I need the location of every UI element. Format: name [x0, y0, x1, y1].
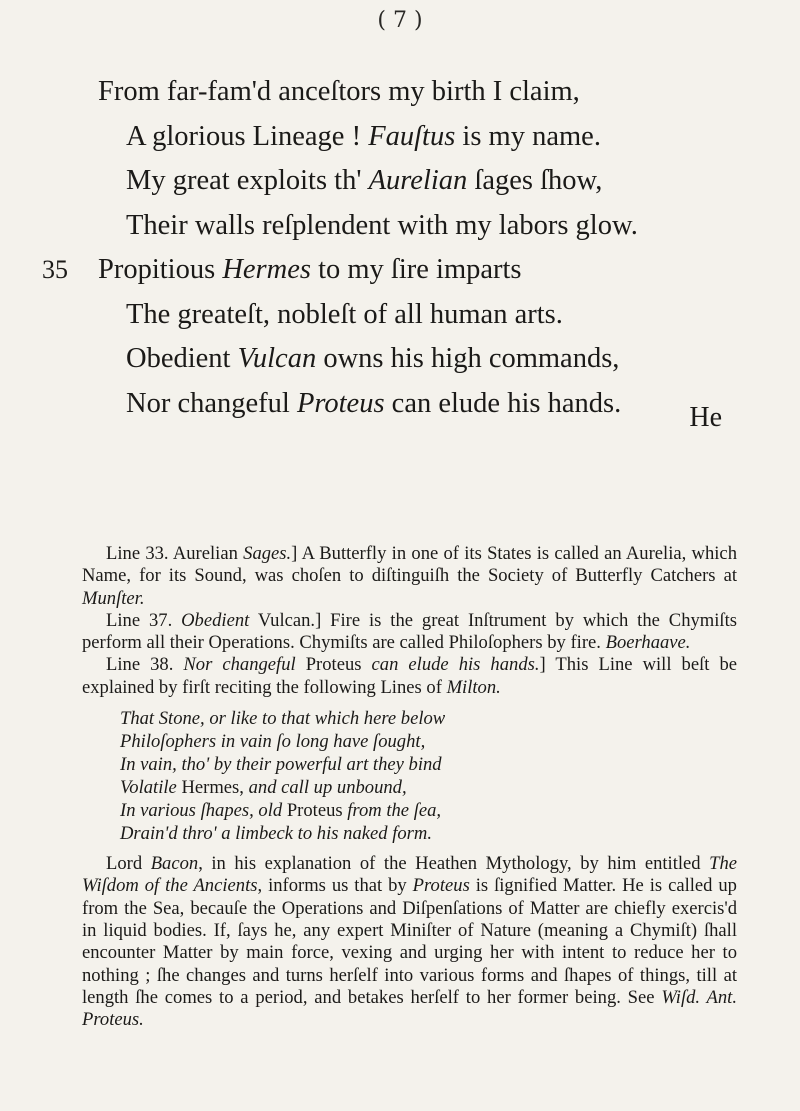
verse-line: From far-fam'd anceſtors my birth I claim, — [98, 76, 580, 107]
footnotes — [82, 543, 737, 1031]
verse-block — [42, 70, 738, 426]
verse-line: Nor changeful Proteus can elude his hands. — [126, 387, 622, 419]
quote-line: Philoſophers in vain ſo long have ſought, — [120, 731, 426, 753]
catchword: He — [689, 402, 722, 433]
closing-paragraph: Lord Bacon, in his explanation of the Heathen Mythology, by him entitled The Wiſdom of the Ancients, informs us that by Proteus is ſignified Matter. He is called up from the Sea, becauſe the Operations and Diſpenſations of Matter are chiefly exercis'd in liquid bodies. If, ſays he, any expert Miniſter of Nature (meaning a Chymiſt) ſhall encounter Matter by main force, vexing and urging her with intent to reduce her to nothing ; ſhe changes and turns herſelf into various forms and ſhapes of things, till at length ſhe comes to a period, and betakes herſelf to her former being. See Wiſd. Ant. Proteus. — [82, 853, 738, 1031]
verse-line: My great exploits th' Aurelian ſages ſhow, — [126, 165, 603, 196]
quote-line: In vain, tho' by their powerful art they bind — [120, 754, 442, 776]
verse-line: A glorious Lineage ! Fauſtus is my name. — [126, 120, 601, 152]
quote-line: Volatile Hermes, and call up unbound, — [120, 777, 407, 799]
quote-line: Drain'd thro' a limbeck to his naked form. — [120, 823, 432, 845]
milton-quotation — [120, 707, 737, 845]
quote-line: That Stone, or like to that which here below — [120, 708, 446, 730]
line-number: 35 — [42, 255, 68, 284]
quote-line: In various ſhapes, old Proteus from the ſea, — [120, 800, 442, 822]
note-paragraph: Line 38. Nor changeful Proteus can elude his hands.] This Line will beſt be explained by firſt reciting the following Lines of Milton. — [82, 654, 738, 698]
verse-line: Their walls reſplendent with my labors glow. — [126, 209, 638, 241]
verse-line: Obedient Vulcan owns his high commands, — [126, 343, 620, 374]
note-paragraph: Line 37. Obedient Vulcan.] Fire is the great Inſtrument by which the Chymiſts perform all their Operations. Chymiſts are called Philoſophers by fire. Boerhaave. — [82, 609, 737, 654]
note-paragraph: Line 33. Aurelian Sages.] A Butterfly in one of its States is called an Aurelia, which Name, for its Sound, was choſen to diſtinguiſh the Society of Butterfly Catchers at Munſter. — [82, 543, 737, 609]
verse-line: 35 Propitious Hermes to my ſire imparts — [98, 248, 738, 293]
page-number: ( 7 ) — [377, 8, 423, 33]
verse-line: The greateſt, nobleſt of all human arts. — [126, 298, 563, 330]
